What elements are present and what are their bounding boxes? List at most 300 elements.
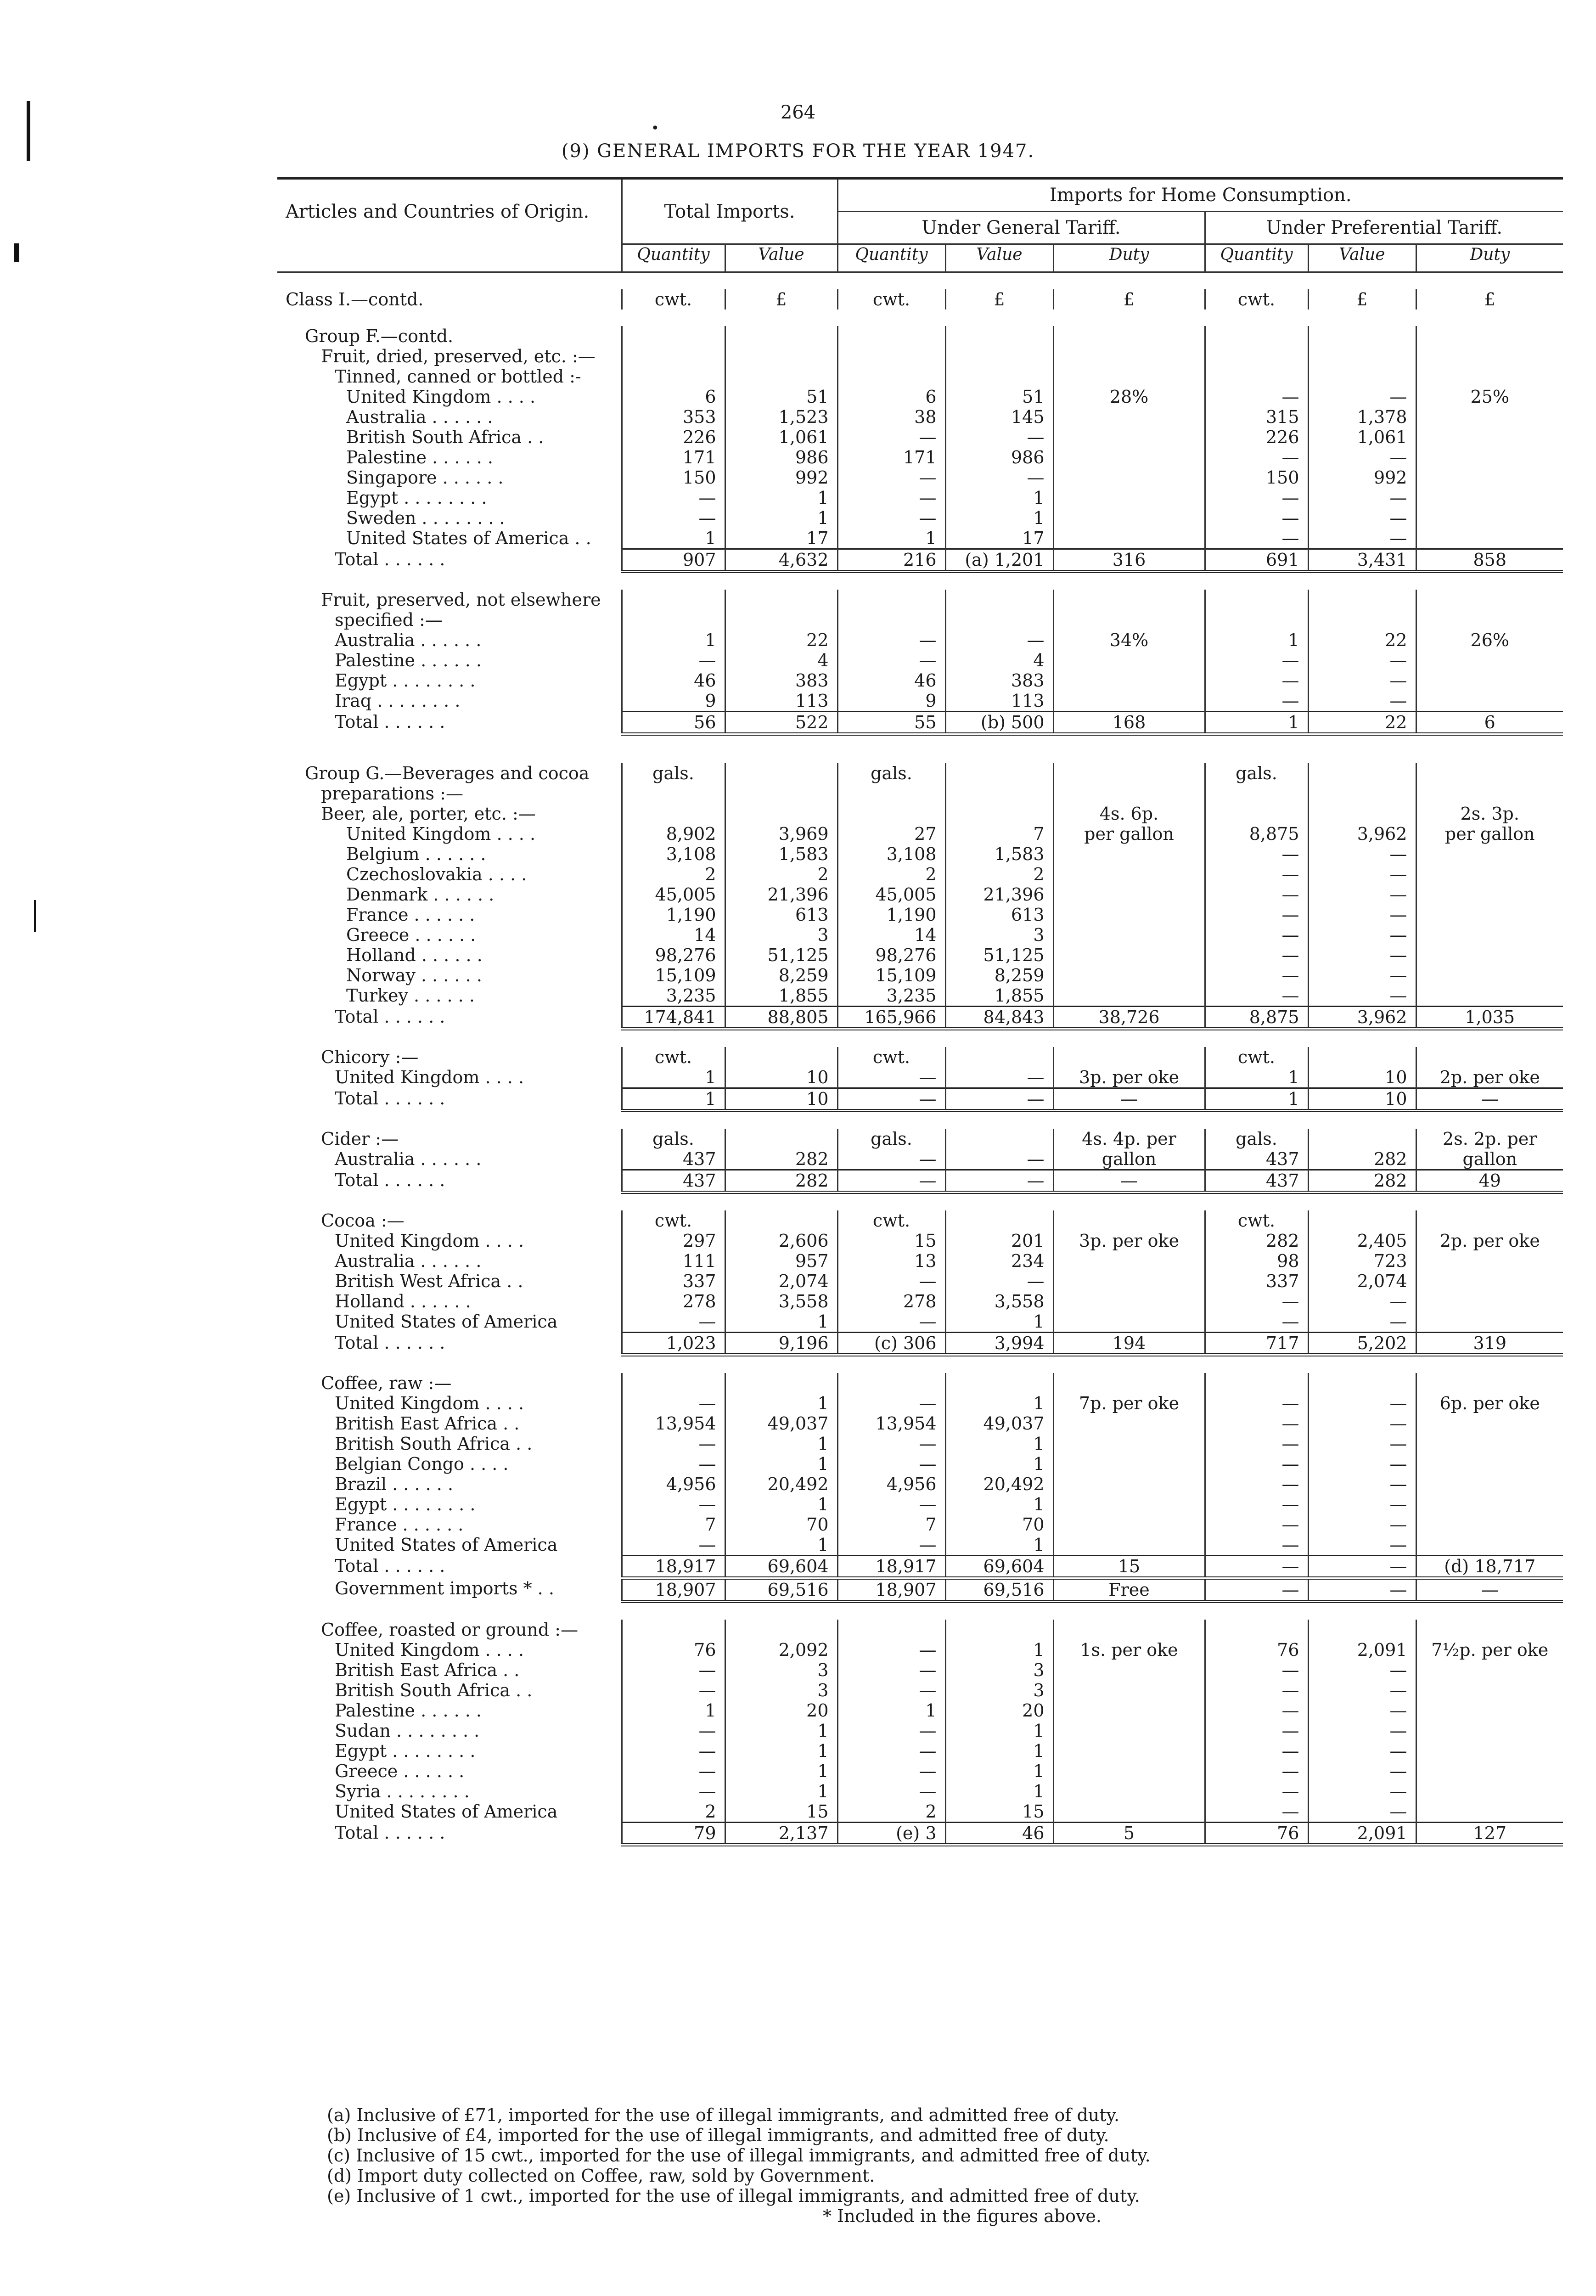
table-cell: 26% <box>1416 630 1563 650</box>
table-cell: — <box>837 1170 945 1193</box>
table-cell: 278 <box>837 1291 945 1311</box>
table-row <box>277 985 1563 1007</box>
footnote-a: (a) Inclusive of £71, imported for the use of illegal immigrants, and admitted free of duty. <box>327 2105 1120 2125</box>
table-cell: 986 <box>725 447 837 467</box>
table-cell: — <box>1308 1700 1416 1721</box>
table-cell: — <box>1308 1494 1416 1514</box>
table-row <box>277 691 1563 712</box>
table-cell <box>1308 763 1416 783</box>
table-cell: 1 <box>725 1741 837 1761</box>
table-cell <box>1053 1454 1205 1474</box>
table-cell: cwt. <box>622 1047 725 1067</box>
table-row <box>277 925 1563 945</box>
table-cell <box>837 366 945 387</box>
table-cell: — <box>1308 925 1416 945</box>
row-label: preparations :— <box>321 783 463 804</box>
table-cell: — <box>622 1434 725 1454</box>
row-label: United Kingdom . . . . <box>335 1231 524 1251</box>
table-cell: 2,606 <box>725 1231 837 1251</box>
table-row <box>277 1801 1563 1823</box>
table-cell <box>725 1620 837 1640</box>
table-cell: 992 <box>1308 467 1416 488</box>
row-label: Australia . . . . . . <box>335 1149 482 1169</box>
table-cell: 1 <box>1205 630 1308 650</box>
table-cell: — <box>1205 670 1308 691</box>
table-cell: 337 <box>1205 1271 1308 1291</box>
table-cell: 165,966 <box>837 1007 945 1029</box>
table-cell: 168 <box>1053 712 1205 734</box>
table-cell: 98,276 <box>837 945 945 965</box>
table-cell: — <box>837 1088 945 1111</box>
table-cell: 150 <box>1205 467 1308 488</box>
table-cell: 45,005 <box>837 884 945 905</box>
table-cell: 1 <box>945 1494 1053 1514</box>
table-cell <box>1053 366 1205 387</box>
spacer-row <box>277 310 1563 326</box>
table-cell: 15,109 <box>837 965 945 985</box>
table-cell <box>725 610 837 630</box>
table-cell <box>1416 1721 1563 1741</box>
table-cell <box>1416 884 1563 905</box>
section-label-row <box>277 590 1563 610</box>
table-cell: 69,604 <box>945 1556 1053 1578</box>
table-cell: — <box>837 508 945 528</box>
table-cell <box>725 346 837 366</box>
table-cell: — <box>622 1660 725 1680</box>
row-label: Norway . . . . . . <box>346 965 482 985</box>
table-cell: 201 <box>945 1231 1053 1251</box>
table-cell <box>1053 1741 1205 1761</box>
row-label: Syria . . . . . . . . <box>335 1781 470 1801</box>
table-cell: — <box>945 1170 1053 1193</box>
row-label: Brazil . . . . . . <box>335 1474 454 1494</box>
table-cell: 28% <box>1053 387 1205 407</box>
table-cell <box>1053 1291 1205 1311</box>
spacer-row <box>277 1111 1563 1129</box>
table-cell: — <box>945 1271 1053 1291</box>
table-cell: 1 <box>725 1454 837 1474</box>
table-row <box>277 407 1563 427</box>
table-cell <box>725 590 837 610</box>
table-cell: 174,841 <box>622 1007 725 1029</box>
table-cell <box>1416 1373 1563 1393</box>
table-cell: — <box>1205 508 1308 528</box>
table-cell <box>1205 366 1308 387</box>
table-cell: — <box>622 488 725 508</box>
row-label: Palestine . . . . . . <box>346 447 493 467</box>
table-cell: — <box>1205 1761 1308 1781</box>
table-row <box>277 650 1563 670</box>
table-cell: — <box>1308 1413 1416 1434</box>
table-cell: 717 <box>1205 1333 1308 1355</box>
row-label: Total . . . . . . <box>335 1332 445 1353</box>
table-cell: 957 <box>725 1251 837 1271</box>
table-cell <box>1053 1700 1205 1721</box>
table-row <box>277 1231 1563 1251</box>
table-cell: 15 <box>1053 1556 1205 1578</box>
table-cell <box>1053 346 1205 366</box>
row-label: Singapore . . . . . . <box>346 467 504 488</box>
table-cell: — <box>1308 1801 1416 1823</box>
table-cell: gals. <box>837 763 945 783</box>
table-cell: gals. <box>622 1129 725 1149</box>
row-label: Total . . . . . . <box>335 711 445 732</box>
table-cell: — <box>622 1494 725 1514</box>
table-cell: 3,108 <box>622 844 725 864</box>
table-cell: 1 <box>945 1454 1053 1474</box>
table-cell: 7 <box>837 1514 945 1535</box>
row-label: Sweden . . . . . . . . <box>346 508 505 528</box>
table-cell: 3,108 <box>837 844 945 864</box>
row-label: Belgium . . . . . . <box>346 844 486 864</box>
table-row <box>277 1413 1563 1434</box>
table-row <box>277 965 1563 985</box>
table-cell <box>622 590 725 610</box>
table-cell: 22 <box>725 630 837 650</box>
table-cell: 1,061 <box>725 427 837 447</box>
table-cell <box>725 804 837 824</box>
table-cell <box>1416 1271 1563 1291</box>
table-cell: 2,074 <box>725 1271 837 1291</box>
table-cell <box>1053 844 1205 864</box>
table-cell: 3,994 <box>945 1333 1053 1355</box>
row-label: Iraq . . . . . . . . <box>335 691 461 711</box>
table-cell: — <box>1308 985 1416 1007</box>
table-cell: 56 <box>622 712 725 734</box>
table-cell: — <box>837 1067 945 1088</box>
table-cell <box>945 326 1053 346</box>
table-row <box>277 1721 1563 1741</box>
table-cell: 10 <box>725 1067 837 1088</box>
table-cell <box>1053 1535 1205 1556</box>
table-cell: 1 <box>622 528 725 549</box>
header-row <box>277 179 1563 212</box>
table-cell: 1 <box>1205 712 1308 734</box>
table-cell: 226 <box>1205 427 1308 447</box>
table-cell: 69,516 <box>945 1578 1053 1602</box>
table-row <box>277 528 1563 549</box>
table-cell: 14 <box>837 925 945 945</box>
table-cell: — <box>1308 1535 1416 1556</box>
row-label: United States of America <box>335 1311 558 1332</box>
imports-table <box>277 177 1563 1846</box>
total-row <box>277 549 1563 572</box>
table-cell: — <box>1308 1578 1416 1602</box>
table-cell: 22 <box>1308 630 1416 650</box>
table-cell: 282 <box>1308 1149 1416 1170</box>
table-cell: 1 <box>837 1700 945 1721</box>
table-cell: — <box>1205 1434 1308 1454</box>
table-cell <box>1053 763 1205 783</box>
table-cell: — <box>622 1781 725 1801</box>
table-cell <box>945 1129 1053 1149</box>
articles-header: Articles and Countries of Origin. <box>277 179 622 244</box>
table-cell: 1 <box>945 488 1053 508</box>
table-cell <box>1416 528 1563 549</box>
table-cell <box>1053 1801 1205 1823</box>
row-label: British South Africa . . <box>335 1434 533 1454</box>
table-cell: — <box>837 1393 945 1413</box>
table-cell: 10 <box>1308 1067 1416 1088</box>
table-cell: — <box>1308 1781 1416 1801</box>
total-row <box>277 1170 1563 1193</box>
table-cell <box>945 610 1053 630</box>
row-label: Total . . . . . . <box>335 1555 445 1576</box>
table-cell: — <box>1308 528 1416 549</box>
table-cell: 4 <box>725 650 837 670</box>
table-cell: — <box>1053 1088 1205 1111</box>
table-cell <box>1053 326 1205 346</box>
spacer-row <box>277 1029 1563 1047</box>
table-cell: 20,492 <box>945 1474 1053 1494</box>
total-imports-header: Total Imports. <box>622 179 837 244</box>
table-cell: 6 <box>1416 712 1563 734</box>
table-cell <box>1053 1781 1205 1801</box>
table-row <box>277 1149 1563 1170</box>
table-cell: — <box>1308 488 1416 508</box>
table-cell: 319 <box>1416 1333 1563 1355</box>
table-row <box>277 884 1563 905</box>
table-cell: — <box>1205 1494 1308 1514</box>
table-cell: — <box>945 630 1053 650</box>
table-cell: 15 <box>945 1801 1053 1823</box>
table-row <box>277 1434 1563 1454</box>
table-cell: — <box>1205 1291 1308 1311</box>
table-cell: 1 <box>945 1781 1053 1801</box>
table-cell: 1 <box>945 1393 1053 1413</box>
table-cell: 194 <box>1053 1333 1205 1355</box>
table-cell <box>1053 650 1205 670</box>
table-cell: 55 <box>837 712 945 734</box>
table-cell <box>1308 804 1416 824</box>
table-cell: 1 <box>945 1761 1053 1781</box>
row-label: Belgian Congo . . . . <box>335 1454 509 1474</box>
table-cell: 18,917 <box>622 1556 725 1578</box>
table-cell: 7 <box>945 824 1053 844</box>
table-cell <box>1053 1047 1205 1067</box>
row-label: British East Africa . . <box>335 1660 520 1680</box>
row-label: Egypt . . . . . . . . <box>335 1494 476 1514</box>
table-cell: 2 <box>945 864 1053 884</box>
table-cell: 2 <box>622 1801 725 1823</box>
table-cell <box>1205 346 1308 366</box>
table-cell <box>1053 1721 1205 1741</box>
table-cell: 226 <box>622 427 725 447</box>
table-cell: — <box>622 1535 725 1556</box>
table-cell: — <box>1205 1680 1308 1700</box>
table-cell: — <box>1308 1514 1416 1535</box>
table-cell <box>1308 783 1416 804</box>
table-cell: — <box>837 1494 945 1514</box>
table-cell <box>1053 884 1205 905</box>
table-cell: 3p. per oke <box>1053 1067 1205 1088</box>
table-cell <box>1053 783 1205 804</box>
table-cell <box>1416 488 1563 508</box>
table-cell: 46 <box>945 1823 1053 1845</box>
row-label: Group F.—contd. <box>305 326 454 346</box>
table-cell: 1,523 <box>725 407 837 427</box>
table-cell <box>1205 610 1308 630</box>
table-cell: cwt. <box>837 1210 945 1231</box>
table-row <box>277 1311 1563 1333</box>
table-cell: 1,583 <box>725 844 837 864</box>
table-cell <box>1416 1474 1563 1494</box>
table-cell: 18,907 <box>837 1578 945 1602</box>
spacer-row <box>277 272 1563 290</box>
table-cell <box>837 1373 945 1393</box>
col-duty: Duty <box>1416 244 1563 272</box>
row-label: Group G.—Beverages and cocoa <box>305 763 590 783</box>
table-cell <box>1053 590 1205 610</box>
row-label: Total . . . . . . <box>335 1822 445 1843</box>
table-cell: 49,037 <box>725 1413 837 1434</box>
table-cell <box>1416 1434 1563 1454</box>
row-label: Total . . . . . . <box>335 549 445 569</box>
table-cell: 127 <box>1416 1823 1563 1845</box>
table-cell: — <box>1308 1556 1416 1578</box>
table-cell: — <box>1308 864 1416 884</box>
row-label: Czechoslovakia . . . . <box>346 864 527 884</box>
row-label: Chicory :— <box>321 1047 419 1067</box>
table-cell: 2s. 2p. per <box>1416 1129 1563 1149</box>
table-cell: gals. <box>1205 1129 1308 1149</box>
footnote-c: (c) Inclusive of 15 cwt., imported for the use of illegal immigrants, and admitted free of duty. <box>327 2145 1151 2166</box>
table-cell: 38 <box>837 407 945 427</box>
table-cell: — <box>1205 884 1308 905</box>
table-cell <box>1053 1210 1205 1231</box>
table-cell: 613 <box>725 905 837 925</box>
table-cell <box>1053 427 1205 447</box>
table-cell <box>1053 985 1205 1007</box>
table-cell: 1 <box>622 1088 725 1111</box>
table-cell <box>1205 783 1308 804</box>
table-cell <box>1416 1781 1563 1801</box>
table-cell <box>945 346 1053 366</box>
section-label-row <box>277 366 1563 387</box>
table-cell: gals. <box>837 1129 945 1149</box>
table-cell: — <box>622 1454 725 1474</box>
table-cell: 234 <box>945 1251 1053 1271</box>
table-cell: 21,396 <box>725 884 837 905</box>
table-cell: 2,137 <box>725 1823 837 1845</box>
col-value: Value <box>945 244 1053 272</box>
table-cell <box>1416 1291 1563 1311</box>
row-label: United Kingdom . . . . <box>335 1393 524 1413</box>
table-cell: 1 <box>725 1721 837 1741</box>
table-cell: 15,109 <box>622 965 725 985</box>
table-cell: £ <box>1053 289 1205 310</box>
table-cell <box>945 590 1053 610</box>
table-cell <box>1416 783 1563 804</box>
table-cell: cwt. <box>622 289 725 310</box>
table-cell: 38,726 <box>1053 1007 1205 1029</box>
table-cell: gallon <box>1416 1149 1563 1170</box>
table-cell: — <box>837 427 945 447</box>
table-cell: 1 <box>1205 1088 1308 1111</box>
table-cell: 20 <box>945 1700 1053 1721</box>
table-cell: 9 <box>837 691 945 712</box>
row-label: France . . . . . . <box>346 905 475 925</box>
table-cell: — <box>1205 691 1308 712</box>
total-row <box>277 1088 1563 1111</box>
table-cell <box>1053 1680 1205 1700</box>
table-cell: — <box>1416 1088 1563 1111</box>
table-row <box>277 945 1563 965</box>
table-cell: 3 <box>725 925 837 945</box>
table-cell: (b) 500 <box>945 712 1053 734</box>
table-cell <box>1416 1801 1563 1823</box>
table-cell: 22 <box>1308 712 1416 734</box>
col-quantity: Quantity <box>622 244 725 272</box>
table-cell: — <box>1308 1434 1416 1454</box>
table-cell <box>725 1373 837 1393</box>
table-cell: — <box>1308 1680 1416 1700</box>
table-cell: 3 <box>725 1660 837 1680</box>
row-label: United States of America <box>335 1801 558 1822</box>
table-cell <box>1053 864 1205 884</box>
table-cell <box>622 783 725 804</box>
table-cell <box>1416 1251 1563 1271</box>
col-quantity: Quantity <box>837 244 945 272</box>
table-cell: 992 <box>725 467 837 488</box>
table-cell <box>1416 1210 1563 1231</box>
table-row <box>277 1291 1563 1311</box>
table-cell: — <box>837 630 945 650</box>
table-cell: (a) 1,201 <box>945 549 1053 572</box>
table-cell: Free <box>1053 1578 1205 1602</box>
table-cell: — <box>837 1741 945 1761</box>
table-cell: 1,855 <box>945 985 1053 1007</box>
table-cell: 278 <box>622 1291 725 1311</box>
table-cell: 17 <box>945 528 1053 549</box>
table-cell: per gallon <box>1416 824 1563 844</box>
table-cell: 297 <box>622 1231 725 1251</box>
table-cell: — <box>1205 488 1308 508</box>
table-row <box>277 427 1563 447</box>
blank-header-cell <box>277 244 622 272</box>
row-label: Cider :— <box>321 1129 399 1149</box>
table-row <box>277 864 1563 884</box>
table-cell <box>1053 508 1205 528</box>
total-row <box>277 1333 1563 1355</box>
table-cell: — <box>622 1761 725 1781</box>
table-cell: 4 <box>945 650 1053 670</box>
table-cell: 2p. per oke <box>1416 1067 1563 1088</box>
table-cell: — <box>837 1781 945 1801</box>
section-label-row <box>277 326 1563 346</box>
table-cell: (c) 306 <box>837 1333 945 1355</box>
table-cell <box>1416 1680 1563 1700</box>
table-cell <box>725 783 837 804</box>
table-cell <box>1416 366 1563 387</box>
table-cell: — <box>1308 691 1416 712</box>
table-cell: — <box>1205 1781 1308 1801</box>
row-label: Denmark . . . . . . <box>346 884 495 905</box>
table-cell <box>1416 407 1563 427</box>
table-cell <box>1416 650 1563 670</box>
table-cell: 353 <box>622 407 725 427</box>
table-cell: 18,907 <box>622 1578 725 1602</box>
table-cell <box>1308 326 1416 346</box>
table-cell: 1 <box>725 508 837 528</box>
table-cell <box>1053 1434 1205 1454</box>
table-cell <box>622 326 725 346</box>
table-cell: 51,125 <box>945 945 1053 965</box>
table-cell <box>1053 925 1205 945</box>
table-cell: cwt. <box>837 1047 945 1067</box>
table-row <box>277 488 1563 508</box>
table-cell <box>1205 1620 1308 1640</box>
